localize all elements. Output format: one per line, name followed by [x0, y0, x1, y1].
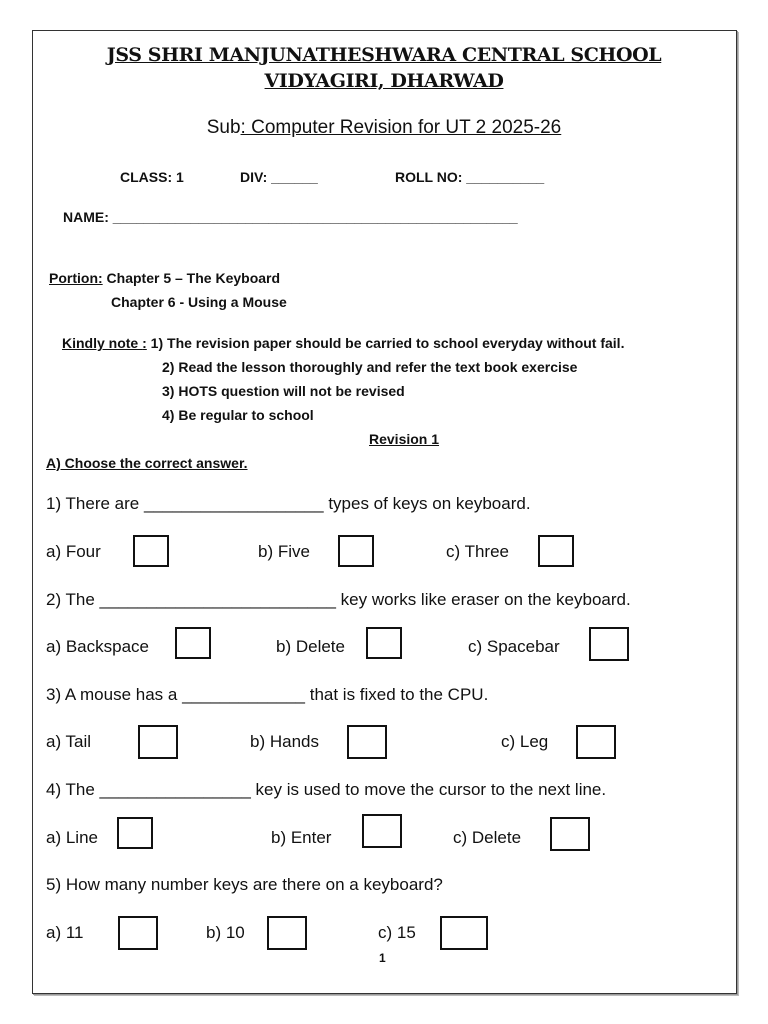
q2-option-c-checkbox[interactable]: [589, 627, 629, 661]
q4-option-b: b) Enter: [271, 828, 332, 847]
note-item-4: 4) Be regular to school: [162, 407, 314, 423]
q2-option-b: b) Delete: [276, 637, 345, 656]
portion-label: Portion:: [49, 270, 103, 286]
question-5: 5) How many number keys are there on a keyboard?: [46, 875, 443, 894]
q5-option-a-checkbox[interactable]: [118, 916, 158, 950]
q5-option-c: c) 15: [378, 923, 416, 942]
question-1: 1) There are ___________________ types of keys on keyboard.: [46, 494, 531, 513]
class-field: CLASS: 1: [120, 169, 184, 185]
q3-option-c: c) Leg: [501, 732, 549, 751]
q4-option-c-checkbox[interactable]: [550, 817, 590, 851]
q5-option-b: b) 10: [206, 923, 245, 942]
q2-option-a: a) Backspace: [46, 637, 149, 656]
q5-option-a: a) 11: [46, 923, 84, 942]
name-field: NAME: ____________________________________________________: [63, 209, 518, 225]
q4-option-c: c) Delete: [453, 828, 522, 847]
subject-title: : Computer Revision for UT 2 2025-26: [240, 117, 562, 138]
q1-option-c: c) Three: [446, 542, 509, 561]
question-4: 4) The ________________ key is used to move the cursor to the next line.: [46, 780, 607, 799]
q1-option-a: a) Four: [46, 542, 101, 561]
note-label: Kindly note: [62, 335, 143, 351]
q1-option-b: b) Five: [258, 542, 310, 561]
question-3: 3) A mouse has a _____________ that is fixed to the CPU.: [46, 685, 489, 704]
note-line-1: [62, 335, 624, 351]
question-2: 2) The _________________________ key works like eraser on the keyboard.: [46, 590, 631, 609]
q5-option-c-checkbox[interactable]: [440, 916, 488, 950]
q4-option-b-checkbox[interactable]: [362, 814, 402, 848]
q1-option-a-checkbox[interactable]: [133, 535, 169, 567]
page-number: 1: [379, 951, 386, 965]
q3-option-b-checkbox[interactable]: [347, 725, 387, 759]
q5-option-b-checkbox[interactable]: [267, 916, 307, 950]
q3-option-c-checkbox[interactable]: [576, 725, 616, 759]
roll-no-field: ROLL NO: __________: [395, 169, 545, 185]
note-item-2: 2) Read the lesson thoroughly and refer the text book exercise: [162, 359, 578, 375]
portion-chapter-1: Chapter 5 – The Keyboard: [102, 270, 281, 286]
q2-option-b-checkbox[interactable]: [366, 627, 402, 659]
q2-option-a-checkbox[interactable]: [175, 627, 211, 659]
subject-prefix: Sub: [206, 117, 241, 138]
portion-chapter-2: Chapter 6 - Using a Mouse: [111, 294, 287, 310]
note-colon: :: [142, 335, 147, 351]
portion-line-1: [49, 270, 280, 286]
section-instruction: A) Choose the correct answer.: [46, 455, 248, 471]
q3-option-a-checkbox[interactable]: [138, 725, 178, 759]
note-item-1: 1) The revision paper should be carried to school everyday without fail.: [146, 335, 625, 351]
q3-option-b: b) Hands: [250, 732, 319, 751]
school-name: JSS SHRI MANJUNATHESHWARA CENTRAL SCHOOL: [106, 44, 662, 66]
q3-option-a: a) Tail: [46, 732, 92, 751]
q1-option-c-checkbox[interactable]: [538, 535, 574, 567]
subject-line: [0, 117, 768, 139]
q2-option-c: c) Spacebar: [468, 637, 560, 656]
div-field: DIV: ______: [240, 169, 318, 185]
q4-option-a-checkbox[interactable]: [117, 817, 153, 849]
revision-title: Revision 1: [369, 431, 440, 447]
note-item-3: 3) HOTS question will not be revised: [162, 383, 405, 399]
school-location: VIDYAGIRI, DHARWAD: [264, 70, 504, 92]
q1-option-b-checkbox[interactable]: [338, 535, 374, 567]
q4-option-a: a) Line: [46, 828, 98, 847]
